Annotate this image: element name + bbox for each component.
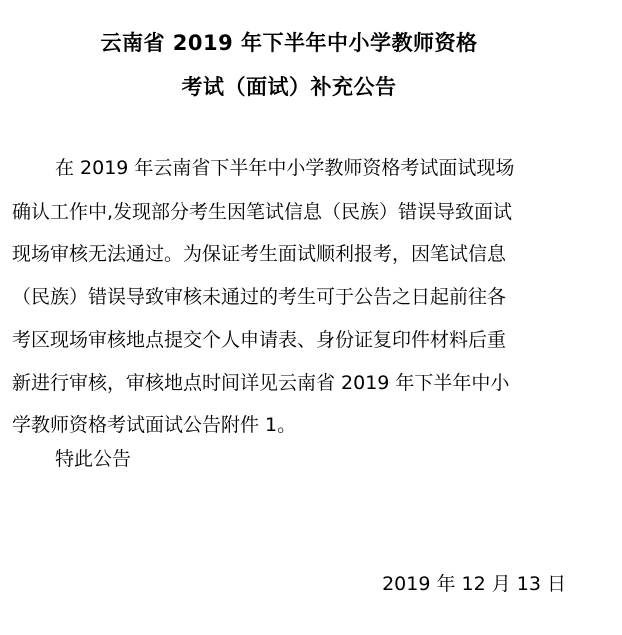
body-line-1: 在 2019 年云南省下半年中小学教师资格考试面试现场 [55, 157, 515, 179]
body-line-7: 学教师资格考试面试公告附件 1。 [12, 414, 297, 436]
body-line-4: （民族）错误导致审核未通过的考生可于公告之日起前往各 [12, 286, 507, 308]
body-line-6: 新进行审核，审核地点时间详见云南省 2019 年下半年中小 [12, 372, 510, 394]
title-line-1: 云南省 2019 年下半年中小学教师资格 [100, 31, 478, 55]
body-line-3: 现场审核无法通过。为保证考生面试顺利报考，因笔试信息 [12, 243, 507, 265]
body-line-2: 确认工作中,发现部分考生因笔试信息（民族）错误导致面试 [12, 201, 513, 223]
closing-text: 特此公告 [55, 448, 132, 470]
announcement-date: 2019 年 12 月 13 日 [382, 573, 566, 595]
title-line-2: 考试（面试）补充公告 [181, 75, 397, 99]
body-line-5: 考区现场审核地点提交个人申请表、身份证复印件材料后重 [12, 329, 507, 351]
